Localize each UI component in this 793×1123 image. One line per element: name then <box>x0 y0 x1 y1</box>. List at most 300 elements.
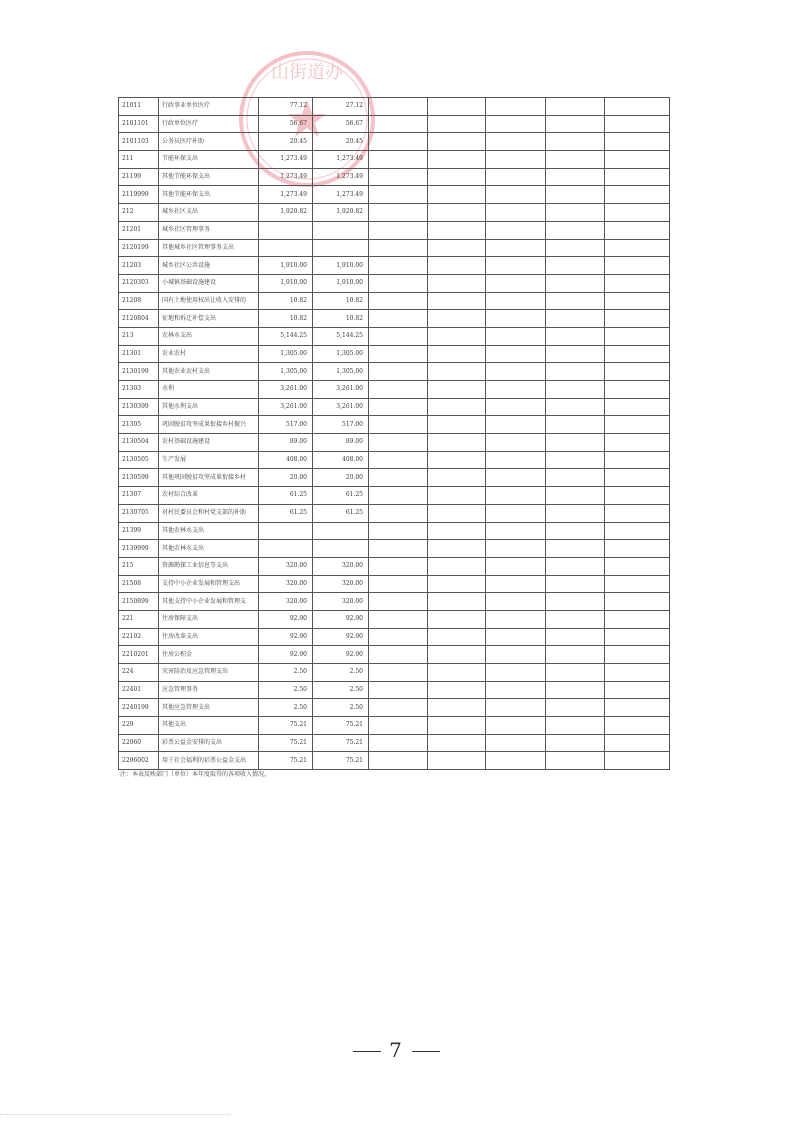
cell-empty <box>546 274 605 292</box>
table-footnote: 注：本表反映部门（单位）本年度取得的各项收入情况。 <box>120 771 271 778</box>
cell-total: 3,261.00 <box>259 398 313 416</box>
table-row <box>119 646 670 664</box>
cell-empty <box>486 416 546 434</box>
cell-general-budget: 10.82 <box>313 292 369 310</box>
cell-general-budget: 5,144.25 <box>313 327 369 345</box>
cell-total <box>259 522 313 540</box>
cell-empty <box>605 487 670 505</box>
cell-general-budget: 2.50 <box>313 664 369 682</box>
cell-subject-name: 其他节能环保支出 <box>159 168 259 186</box>
cell-subject-code: 2130399 <box>119 398 159 416</box>
cell-subject-name: 应急管理事务 <box>159 681 259 699</box>
cell-empty <box>546 504 605 522</box>
cell-general-budget: 20.45 <box>313 133 369 151</box>
cell-general-budget <box>313 221 369 239</box>
cell-subject-code: 2130505 <box>119 451 159 469</box>
cell-empty <box>428 133 486 151</box>
cell-empty <box>605 469 670 487</box>
cell-total: 20.00 <box>259 469 313 487</box>
table-row <box>119 451 670 469</box>
cell-total: 92.90 <box>259 610 313 628</box>
cell-empty <box>546 239 605 257</box>
cell-subject-name: 其他农林水支出 <box>159 522 259 540</box>
table-row <box>119 664 670 682</box>
cell-empty <box>486 717 546 735</box>
cell-empty <box>605 239 670 257</box>
cell-subject-name: 城乡社区支出 <box>159 204 259 222</box>
cell-empty <box>486 646 546 664</box>
cell-total: 517.00 <box>259 416 313 434</box>
cell-empty <box>486 168 546 186</box>
cell-empty <box>369 646 428 664</box>
cell-subject-name: 对村民委员会和村党支部的补助 <box>159 504 259 522</box>
table-row <box>119 434 670 452</box>
cell-empty <box>486 151 546 169</box>
cell-empty <box>369 681 428 699</box>
table-row <box>119 257 670 275</box>
cell-total: 77.12 <box>259 98 313 116</box>
cell-subject-name: 其他农业农村支出 <box>159 363 259 381</box>
budget-expenditure-table <box>118 97 670 770</box>
cell-empty <box>428 469 486 487</box>
cell-empty <box>428 398 486 416</box>
cell-general-budget: 27.12 <box>313 98 369 116</box>
cell-empty <box>546 115 605 133</box>
cell-empty <box>369 540 428 558</box>
cell-empty <box>546 221 605 239</box>
cell-subject-code: 22102 <box>119 628 159 646</box>
cell-empty <box>486 133 546 151</box>
table-row <box>119 699 670 717</box>
cell-total: 2.50 <box>259 664 313 682</box>
table-row <box>119 186 670 204</box>
cell-empty <box>369 257 428 275</box>
cell-general-budget: 1,273.49 <box>313 168 369 186</box>
cell-subject-code: 221 <box>119 610 159 628</box>
cell-empty <box>369 752 428 770</box>
cell-empty <box>486 522 546 540</box>
cell-empty <box>369 274 428 292</box>
cell-empty <box>369 168 428 186</box>
cell-general-budget: 89.00 <box>313 434 369 452</box>
cell-empty <box>546 292 605 310</box>
cell-subject-code: 229 <box>119 717 159 735</box>
cell-empty <box>369 239 428 257</box>
cell-total: 320.00 <box>259 575 313 593</box>
cell-empty <box>369 610 428 628</box>
cell-empty <box>369 522 428 540</box>
cell-empty <box>428 310 486 328</box>
cell-empty <box>546 310 605 328</box>
table-row <box>119 681 670 699</box>
cell-general-budget: 75.21 <box>313 752 369 770</box>
cell-empty <box>605 186 670 204</box>
cell-empty <box>605 451 670 469</box>
cell-empty <box>369 487 428 505</box>
cell-total: 1,910.00 <box>259 274 313 292</box>
cell-general-budget: 3,261.00 <box>313 398 369 416</box>
cell-subject-code: 21303 <box>119 381 159 399</box>
cell-empty <box>546 487 605 505</box>
cell-empty <box>486 292 546 310</box>
cell-empty <box>546 717 605 735</box>
cell-subject-name: 农林水支出 <box>159 327 259 345</box>
cell-total: 2.50 <box>259 699 313 717</box>
cell-general-budget: 1,920.82 <box>313 204 369 222</box>
cell-subject-name: 其他支出 <box>159 717 259 735</box>
cell-subject-code: 21399 <box>119 522 159 540</box>
cell-general-budget: 61.25 <box>313 487 369 505</box>
cell-general-budget <box>313 540 369 558</box>
cell-general-budget: 320.00 <box>313 557 369 575</box>
cell-empty <box>428 540 486 558</box>
cell-empty <box>605 221 670 239</box>
cell-general-budget: 1,273.49 <box>313 186 369 204</box>
cell-total: 1,273.49 <box>259 168 313 186</box>
table-row <box>119 610 670 628</box>
cell-general-budget: 3,261.00 <box>313 381 369 399</box>
cell-empty <box>605 416 670 434</box>
table-row <box>119 593 670 611</box>
cell-empty <box>486 664 546 682</box>
cell-empty <box>369 434 428 452</box>
cell-subject-name: 巩固脱贫攻坚成果衔接乡村振兴 <box>159 416 259 434</box>
table-row <box>119 487 670 505</box>
cell-empty <box>486 115 546 133</box>
cell-subject-name: 征地和拆迁补偿支出 <box>159 310 259 328</box>
cell-empty <box>369 451 428 469</box>
table-body <box>119 98 670 770</box>
cell-subject-code: 2139999 <box>119 540 159 558</box>
cell-empty <box>605 133 670 151</box>
table-row <box>119 734 670 752</box>
cell-subject-name: 水利 <box>159 381 259 399</box>
cell-empty <box>369 628 428 646</box>
cell-subject-code: 2296002 <box>119 752 159 770</box>
cell-empty <box>486 221 546 239</box>
cell-total: 320.00 <box>259 557 313 575</box>
cell-empty <box>428 752 486 770</box>
cell-empty <box>428 487 486 505</box>
cell-empty <box>605 646 670 664</box>
cell-general-budget: 1,305.00 <box>313 363 369 381</box>
cell-empty <box>546 416 605 434</box>
table-row <box>119 151 670 169</box>
cell-general-budget: 2.50 <box>313 681 369 699</box>
cell-total: 2.50 <box>259 681 313 699</box>
cell-empty <box>486 363 546 381</box>
cell-subject-name: 节能环保支出 <box>159 151 259 169</box>
cell-empty <box>369 151 428 169</box>
cell-empty <box>428 610 486 628</box>
cell-subject-code: 215 <box>119 557 159 575</box>
cell-general-budget: 320.00 <box>313 593 369 611</box>
cell-empty <box>428 381 486 399</box>
cell-total: 10.82 <box>259 292 313 310</box>
cell-empty <box>546 522 605 540</box>
cell-empty <box>369 310 428 328</box>
cell-subject-name: 小城镇基础设施建设 <box>159 274 259 292</box>
table-row <box>119 628 670 646</box>
cell-empty <box>546 469 605 487</box>
cell-total: 56.67 <box>259 115 313 133</box>
cell-empty <box>486 310 546 328</box>
cell-subject-code: 211 <box>119 151 159 169</box>
cell-empty <box>486 204 546 222</box>
cell-empty <box>605 628 670 646</box>
cell-general-budget: 61.25 <box>313 504 369 522</box>
cell-empty <box>369 469 428 487</box>
table-row <box>119 239 670 257</box>
table-row <box>119 115 670 133</box>
cell-empty <box>546 257 605 275</box>
cell-subject-code: 21508 <box>119 575 159 593</box>
cell-empty <box>428 416 486 434</box>
cell-total <box>259 239 313 257</box>
cell-subject-name: 住房公积金 <box>159 646 259 664</box>
cell-empty <box>428 257 486 275</box>
cell-empty <box>428 734 486 752</box>
cell-subject-code: 21208 <box>119 292 159 310</box>
cell-general-budget: 92.90 <box>313 610 369 628</box>
cell-subject-code: 2120199 <box>119 239 159 257</box>
cell-empty <box>428 274 486 292</box>
cell-general-budget <box>313 522 369 540</box>
cell-subject-code: 2240199 <box>119 699 159 717</box>
cell-empty <box>428 522 486 540</box>
table-row <box>119 274 670 292</box>
table-row <box>119 310 670 328</box>
table-row <box>119 522 670 540</box>
cell-empty <box>428 292 486 310</box>
cell-empty <box>486 257 546 275</box>
cell-subject-name: 其他节能环保支出 <box>159 186 259 204</box>
cell-empty <box>546 557 605 575</box>
cell-subject-code: 2130705 <box>119 504 159 522</box>
cell-total: 1,273.49 <box>259 151 313 169</box>
cell-general-budget: 1,910.00 <box>313 257 369 275</box>
cell-total: 61.25 <box>259 487 313 505</box>
cell-empty <box>486 345 546 363</box>
cell-empty <box>428 115 486 133</box>
cell-subject-code: 22960 <box>119 734 159 752</box>
cell-empty <box>605 204 670 222</box>
cell-subject-code: 21199 <box>119 168 159 186</box>
cell-subject-name: 住房保障支出 <box>159 610 259 628</box>
cell-total: 75.21 <box>259 734 313 752</box>
cell-subject-code: 21305 <box>119 416 159 434</box>
cell-empty <box>605 398 670 416</box>
cell-empty <box>486 469 546 487</box>
cell-subject-code: 2101101 <box>119 115 159 133</box>
cell-empty <box>428 327 486 345</box>
cell-empty <box>546 151 605 169</box>
cell-total: 408.00 <box>259 451 313 469</box>
cell-subject-code: 21011 <box>119 98 159 116</box>
cell-empty <box>369 398 428 416</box>
cell-total: 10.82 <box>259 310 313 328</box>
cell-general-budget: 1,305.00 <box>313 345 369 363</box>
cell-general-budget: 92.90 <box>313 646 369 664</box>
table-row <box>119 133 670 151</box>
cell-empty <box>546 363 605 381</box>
cell-general-budget: 2.50 <box>313 699 369 717</box>
table-row <box>119 98 670 116</box>
cell-empty <box>546 98 605 116</box>
cell-empty <box>369 664 428 682</box>
cell-subject-name: 农业农村 <box>159 345 259 363</box>
scan-edge-line <box>0 1114 230 1115</box>
table-row <box>119 416 670 434</box>
page-number-dash-right <box>412 1051 440 1053</box>
cell-empty <box>605 168 670 186</box>
cell-empty <box>369 363 428 381</box>
cell-subject-code: 2101103 <box>119 133 159 151</box>
cell-total: 5,144.25 <box>259 327 313 345</box>
cell-empty <box>546 133 605 151</box>
cell-subject-code: 21307 <box>119 487 159 505</box>
cell-empty <box>369 221 428 239</box>
cell-empty <box>369 504 428 522</box>
cell-empty <box>369 204 428 222</box>
table-row <box>119 575 670 593</box>
cell-subject-name: 资源勘探工业信息等支出 <box>159 557 259 575</box>
svg-text:山街道办: 山街道办 <box>271 62 343 83</box>
cell-empty <box>428 557 486 575</box>
cell-empty <box>486 398 546 416</box>
cell-empty <box>369 416 428 434</box>
cell-subject-name: 国有土地使用权出让收入安排的 <box>159 292 259 310</box>
cell-empty <box>605 257 670 275</box>
cell-empty <box>605 522 670 540</box>
cell-empty <box>546 593 605 611</box>
cell-general-budget: 75.21 <box>313 734 369 752</box>
cell-empty <box>428 239 486 257</box>
cell-total: 92.90 <box>259 646 313 664</box>
cell-empty <box>486 186 546 204</box>
cell-empty <box>486 504 546 522</box>
cell-empty <box>486 327 546 345</box>
cell-empty <box>369 115 428 133</box>
cell-subject-code: 2130504 <box>119 434 159 452</box>
cell-subject-name: 其他水利支出 <box>159 398 259 416</box>
cell-empty <box>369 593 428 611</box>
cell-empty <box>546 451 605 469</box>
cell-general-budget: 517.00 <box>313 416 369 434</box>
page-number-value: 7 <box>389 1038 404 1062</box>
cell-empty <box>428 98 486 116</box>
cell-subject-name: 生产发展 <box>159 451 259 469</box>
cell-empty <box>546 610 605 628</box>
cell-empty <box>369 292 428 310</box>
cell-total: 92.90 <box>259 628 313 646</box>
cell-empty <box>546 628 605 646</box>
cell-empty <box>369 717 428 735</box>
cell-empty <box>605 274 670 292</box>
cell-empty <box>428 628 486 646</box>
cell-empty <box>546 699 605 717</box>
cell-empty <box>428 345 486 363</box>
cell-empty <box>486 434 546 452</box>
cell-empty <box>605 292 670 310</box>
cell-empty <box>605 115 670 133</box>
cell-empty <box>428 363 486 381</box>
cell-empty <box>486 734 546 752</box>
table-row <box>119 168 670 186</box>
table-row <box>119 345 670 363</box>
cell-empty <box>605 98 670 116</box>
cell-empty <box>486 593 546 611</box>
cell-subject-code: 213 <box>119 327 159 345</box>
cell-empty <box>605 593 670 611</box>
table-row <box>119 292 670 310</box>
cell-subject-name: 住房改革支出 <box>159 628 259 646</box>
cell-empty <box>428 646 486 664</box>
cell-empty <box>605 504 670 522</box>
cell-general-budget: 75.21 <box>313 717 369 735</box>
cell-subject-code: 224 <box>119 664 159 682</box>
cell-subject-code: 2119999 <box>119 186 159 204</box>
cell-subject-code: 21201 <box>119 221 159 239</box>
cell-subject-name: 灾害防治及应急管理支出 <box>159 664 259 682</box>
cell-empty <box>605 664 670 682</box>
cell-empty <box>605 327 670 345</box>
cell-empty <box>605 575 670 593</box>
cell-total: 320.00 <box>259 593 313 611</box>
table-row <box>119 469 670 487</box>
table-row <box>119 557 670 575</box>
cell-general-budget <box>313 239 369 257</box>
cell-subject-name: 用于社会福利的彩票公益金支出 <box>159 752 259 770</box>
cell-empty <box>546 186 605 204</box>
cell-empty <box>605 752 670 770</box>
cell-empty <box>605 681 670 699</box>
cell-empty <box>486 239 546 257</box>
cell-general-budget: 408.00 <box>313 451 369 469</box>
cell-subject-name: 其他应急管理支出 <box>159 699 259 717</box>
cell-subject-name: 城乡社区公共设施 <box>159 257 259 275</box>
cell-empty <box>369 699 428 717</box>
table-row <box>119 717 670 735</box>
cell-subject-name: 支持中小企业发展和管理支出 <box>159 575 259 593</box>
cell-empty <box>486 557 546 575</box>
cell-general-budget: 1,910.00 <box>313 274 369 292</box>
cell-empty <box>486 540 546 558</box>
cell-empty <box>546 168 605 186</box>
table-row <box>119 204 670 222</box>
table-row <box>119 540 670 558</box>
cell-empty <box>369 575 428 593</box>
cell-empty <box>546 327 605 345</box>
cell-empty <box>486 610 546 628</box>
cell-empty <box>546 381 605 399</box>
cell-empty <box>605 363 670 381</box>
cell-subject-name: 彩票公益金安排的支出 <box>159 734 259 752</box>
cell-total: 75.21 <box>259 717 313 735</box>
cell-subject-code: 21301 <box>119 345 159 363</box>
cell-total: 89.00 <box>259 434 313 452</box>
cell-total: 75.21 <box>259 752 313 770</box>
cell-total: 3,261.00 <box>259 381 313 399</box>
table-row <box>119 504 670 522</box>
page-number <box>0 1038 793 1062</box>
cell-empty <box>546 664 605 682</box>
cell-empty <box>486 699 546 717</box>
cell-empty <box>546 575 605 593</box>
cell-subject-name: 城乡社区管理事务 <box>159 221 259 239</box>
cell-empty <box>605 151 670 169</box>
cell-subject-code: 21203 <box>119 257 159 275</box>
